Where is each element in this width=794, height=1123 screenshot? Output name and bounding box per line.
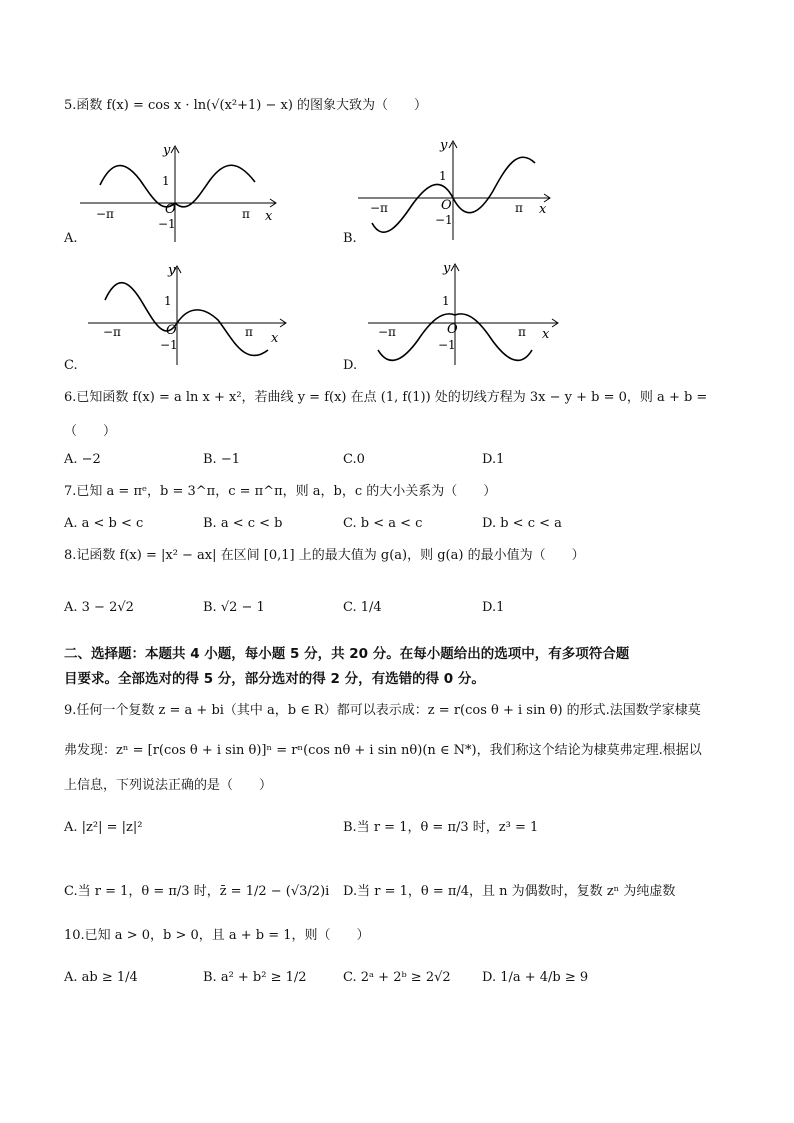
tick-pi: π [518,325,526,339]
q10-option-b: B. a² + b² ≥ 1/2 [203,970,307,985]
graph-c-letter: C. [64,358,78,373]
section2-line2: 目要求。全部选对的得 5 分，部分选对的得 2 分，有选错的得 0 分。 [64,671,485,687]
graph-b-letter: B. [343,231,357,246]
graph-a-letter: A. [64,231,78,246]
tick-neg-pi: −π [103,325,121,339]
tick-pi: π [245,325,253,339]
q7-option-c: C. b < a < c [343,516,423,531]
q8-stem: 8.记函数 f(x) = |x² − ax| 在区间 [0,1] 上的最大值为 g(a)，则 g(a) 的最小值为（ ） [64,548,585,563]
q7-stem: 7.已知 a = πᵉ，b = 3^π，c = π^π，则 a，b，c 的大小关系为（ ） [64,484,497,499]
graph-d [360,260,580,370]
origin-label: O [447,322,458,337]
graph-c-curve [105,283,268,356]
tick-pi: π [515,201,523,215]
q7-option-a: A. a < b < c [64,516,144,531]
q6-option-c: C.0 [343,452,365,467]
q9-option-a: A. |z²| = |z|² [64,820,143,835]
q6-option-d: D.1 [482,452,505,467]
q9-line2: 弗发现：zⁿ = [r(cos θ + i sin θ)]ⁿ = rⁿ(cos nθ + i sin nθ)(n ∈ N*)，我们称这个结论为棣莫弗定理.根据以 [64,743,702,758]
q8-option-c: C. 1/4 [343,600,382,615]
y-label: y [163,143,171,158]
q6-paren: （ ） [64,424,117,439]
graph-c-svg [80,260,300,370]
y-label: y [443,261,451,276]
tick-neg-pi: −π [96,207,114,221]
q7-option-d: D. b < c < a [482,516,562,531]
x-label: x [265,209,273,224]
y-label: y [440,138,448,153]
q6-option-b: B. −1 [203,452,240,467]
origin-label: O [166,323,177,338]
tick-one: 1 [439,169,447,183]
q10-stem: 10.已知 a > 0，b > 0，且 a + b = 1，则（ ） [64,928,370,943]
tick-neg-one: −1 [435,213,453,227]
tick-neg-pi: −π [370,201,388,215]
graph-a [70,140,290,250]
q8-option-d: D.1 [482,600,505,615]
q6-option-a: A. −2 [64,452,101,467]
graph-d-letter: D. [343,358,358,373]
graph-b [350,135,570,245]
graph-a-svg [70,140,290,250]
x-label: x [539,202,547,217]
q8-option-a: A. 3 − 2√2 [64,600,134,615]
q5-stem: 5.函数 f(x) = cos x · ln(√(x²+1) − x) 的图象大致为（ ） [64,98,428,113]
graph-b-svg [350,135,570,245]
tick-one: 1 [164,294,172,308]
origin-label: O [165,202,176,217]
q9-option-d: D.当 r = 1，θ = π/4，且 n 为偶数时，复数 zⁿ 为纯虚数 [343,884,676,899]
y-label: y [168,263,176,278]
graph-d-svg [360,260,580,370]
q9-option-c: C.当 r = 1，θ = π/3 时，z̄ = 1/2 − (√3/2)i [64,884,330,899]
x-label: x [542,327,550,342]
q8-option-b: B. √2 − 1 [203,600,265,615]
section2-line1: 二、选择题：本题共 4 小题，每小题 5 分，共 20 分。在每小题给出的选项中，有多项符合题 [64,646,630,662]
tick-neg-one: −1 [158,217,176,231]
tick-neg-one: −1 [438,338,456,352]
graph-a-curve [100,165,255,207]
tick-neg-one: −1 [160,338,178,352]
q9-line3: 上信息，下列说法正确的是（ ） [64,778,273,793]
q10-option-d: D. 1/a + 4/b ≥ 9 [482,970,589,985]
tick-one: 1 [162,174,170,188]
q9-option-b: B.当 r = 1，θ = π/3 时，z³ = 1 [343,820,539,835]
origin-label: O [441,198,452,213]
x-label: x [271,331,279,346]
q7-option-b: B. a < c < b [203,516,283,531]
q6-stem: 6.已知函数 f(x) = a ln x + x²，若曲线 y = f(x) 在点 (1, f(1)) 处的切线方程为 3x − y + b = 0，则 a + b = [64,390,708,405]
tick-one: 1 [442,294,450,308]
tick-pi: π [242,207,250,221]
q10-option-c: C. 2ᵃ + 2ᵇ ≥ 2√2 [343,970,451,985]
q9-line1: 9.任何一个复数 z = a + bi（其中 a，b ∈ R）都可以表示成：z = r(cos θ + i sin θ) 的形式.法国数学家棣莫 [64,703,701,718]
graph-c [80,260,300,370]
tick-neg-pi: −π [378,325,396,339]
q10-option-a: A. ab ≥ 1/4 [64,970,138,985]
